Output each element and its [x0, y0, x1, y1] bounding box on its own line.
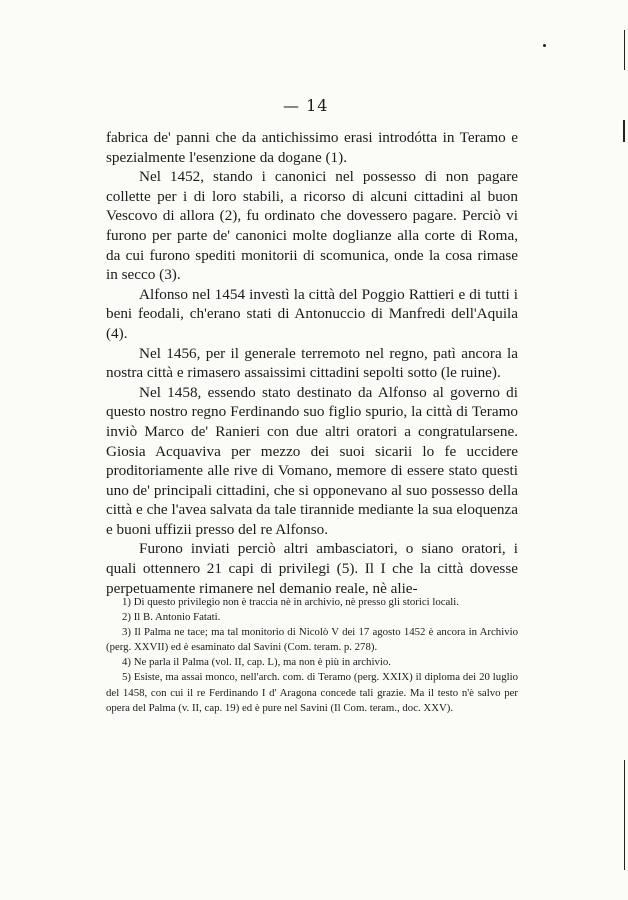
footnote: 4) Ne parla il Palma (vol. II, cap. L), ma non è più in archivio.	[122, 656, 391, 669]
paragraph: Nel 1452, stando i canonici nel possesso di non pagare collette per i di loro stabili, a ricorso di alcuni cittadini al buon Vescovo di allora (2), fu ordinato che dovessero pagare. Perciò vi furono per parte de' canonici molte doglianze alla corte di Roma, da cui furono spediti monitorii di scomunica, onde la cosa rimase in secco (3).	[106, 168, 518, 284]
paragraph: Nel 1456, per il generale terremoto nel regno, patì ancora la nostra città e rimasero assaissimi cittadini sepolti sotto (le ruine).	[106, 344, 518, 382]
paragraph: Furono inviati perciò altri ambasciatori, o siano oratori, i quali ottennero 21 capi di privilegi (5). Il I che la città dovesse perpetuamente rimanere nel demanio reale, nè alie-	[106, 540, 518, 597]
footnote: 5) Esiste, ma assai monco, nell'arch. com. di Teramo (perg. XXIX) il diploma dei 20 luglio del 1458, con cui il re Ferdinando I d' Aragona concede tali grazie. Ma il testo n'è salvo per opera del Palma (v. II, cap. 19) ed è pure nel Savini (Il Com. teram., doc. XXV).	[106, 671, 518, 714]
footnote: 2) Il B. Antonio Fatati.	[122, 611, 221, 624]
scan-edge-mark	[623, 120, 625, 142]
scan-dot-mark	[543, 44, 546, 47]
body-text	[106, 128, 518, 598]
scan-edge-mark	[624, 760, 625, 870]
footnotes	[106, 595, 518, 716]
paragraph: fabrica de' panni che da antichissimo erasi introdótta in Teramo e spezialmente l'esenzione da dogane (1).	[106, 129, 518, 166]
paragraph: Nel 1458, essendo stato destinato da Alfonso al governo di questo nostro regno Ferdinando suo figlio spurio, la città di Teramo inviò Marco de' Ranieri con due altri oratori a congratularsene. Giosia Acquaviva per mezzo dei suoi sicarii lo fe uccidere proditoriamente alle rive di Vomano, memore di essere stato questi uno de' principali cittadini, che si opponevano al suo possesso della città e che l'avea salvata da tale tirannide mediante la sua eloquenza e buoni uffizii presso del re Alfonso.	[106, 383, 518, 538]
footnote: 1) Di questo privilegio non è traccia nè in archivio, nè presso gli storici locali.	[122, 596, 460, 608]
paragraph: Alfonso nel 1454 investì la città del Poggio Rattieri e di tutti i beni feodali, ch'erano stati di Antonuccio di Manfredi dell'Aquila (4).	[106, 285, 518, 342]
scan-edge-mark	[624, 30, 625, 70]
footnote: 3) Il Palma ne tace; ma tal monitorio di Nicolò V dei 17 agosto 1452 è ancora in Archivio (perg. XXVII) ed è esaminato dal Savini (Com. teram. p. 278).	[106, 626, 518, 654]
page-number: — 14	[283, 96, 329, 115]
